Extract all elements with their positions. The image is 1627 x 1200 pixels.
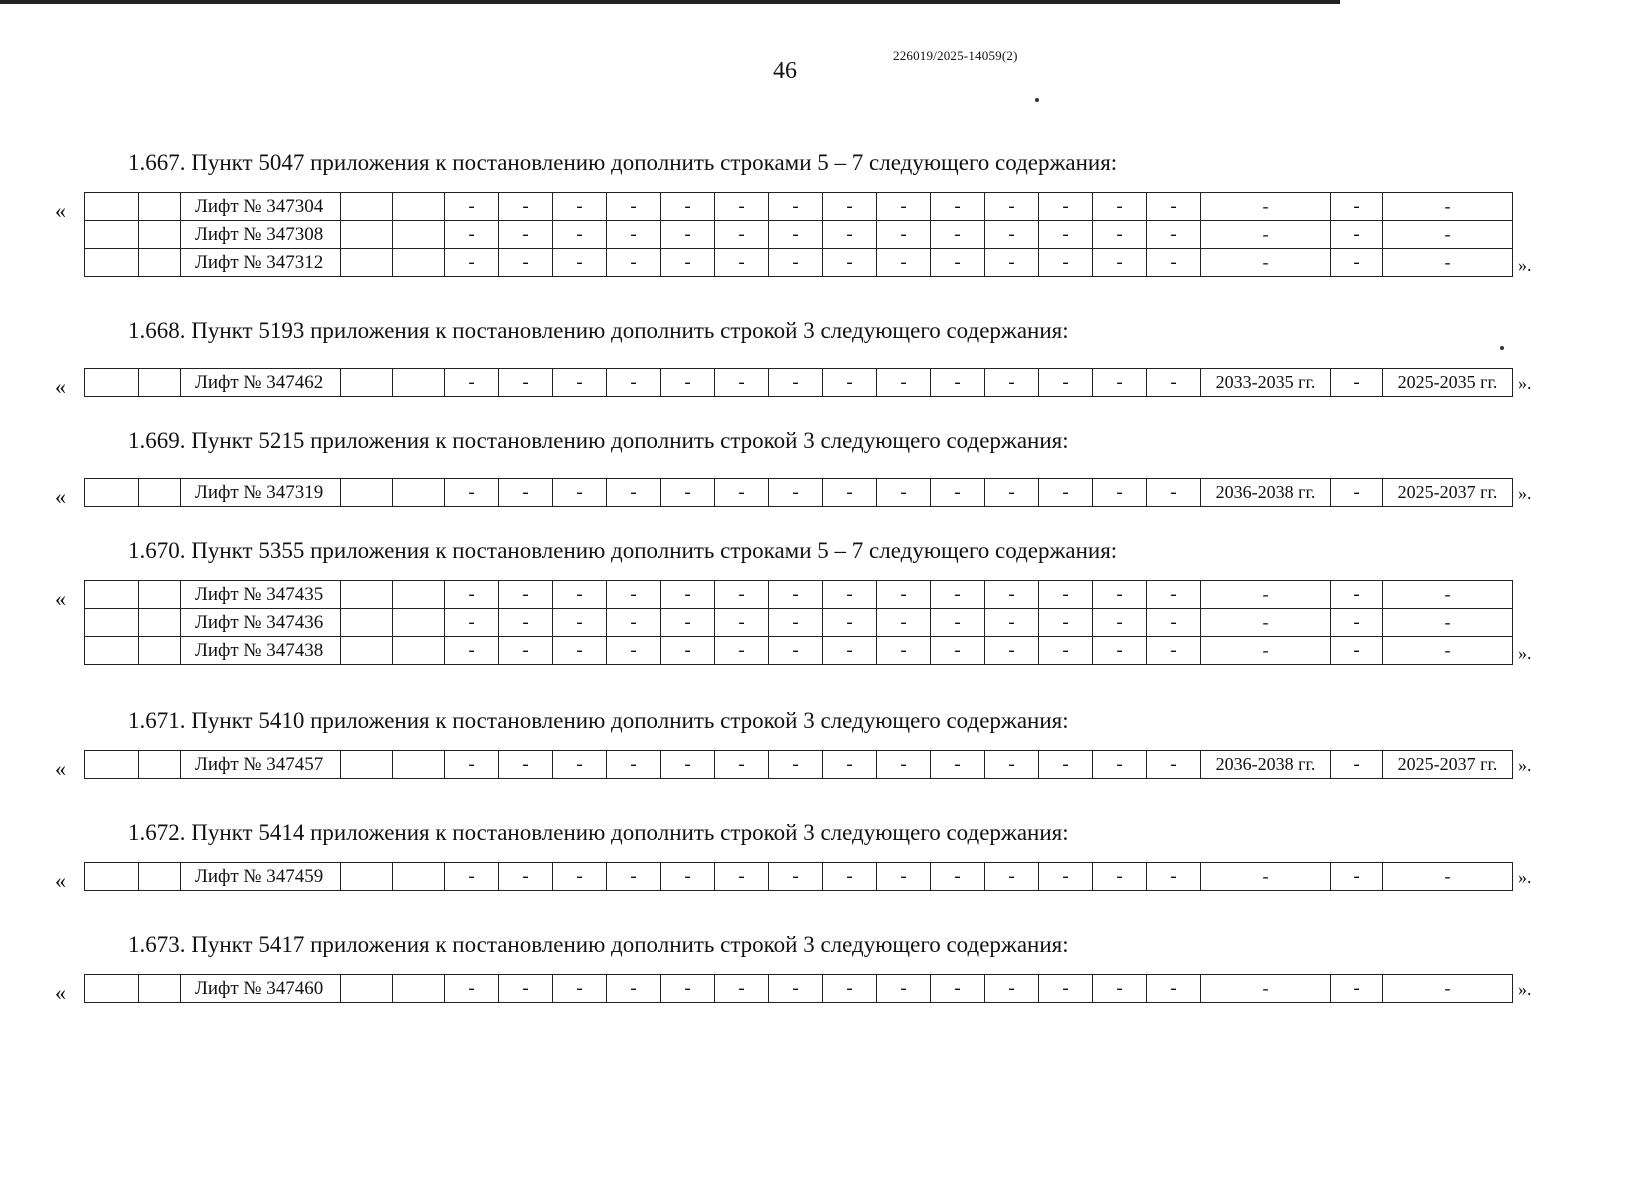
dash-cell: - — [1147, 975, 1201, 1003]
elevator-name-cell: Лифт № 347462 — [181, 369, 341, 397]
empty-cell — [393, 369, 445, 397]
amendment-table — [84, 750, 1513, 779]
dash-cell: - — [445, 751, 499, 779]
dash-cell: - — [1039, 249, 1093, 277]
amendment-heading: 1.672. Пункт 5414 приложения к постановлению дополнить строкой 3 следующего содержания: — [128, 820, 1069, 845]
empty-cell — [393, 249, 445, 277]
period-cell: - — [1383, 221, 1513, 249]
dash-cell: - — [553, 863, 607, 891]
dash-cell: - — [715, 609, 769, 637]
period-cell: - — [1201, 863, 1331, 891]
dash-cell: - — [823, 479, 877, 507]
dash-cell: - — [499, 249, 553, 277]
dash-cell: - — [1147, 581, 1201, 609]
dash-cell: - — [1039, 609, 1093, 637]
table-row — [85, 751, 1513, 779]
dash-cell: - — [1039, 479, 1093, 507]
dash-cell: - — [931, 863, 985, 891]
empty-cell — [393, 637, 445, 665]
dash-cell: - — [877, 221, 931, 249]
dash-cell: - — [661, 609, 715, 637]
dash-cell: - — [445, 609, 499, 637]
period-cell: 2025-2037 гг. — [1383, 751, 1513, 779]
dash-cell: - — [1331, 751, 1383, 779]
dash-cell: - — [985, 975, 1039, 1003]
empty-cell — [139, 221, 181, 249]
dash-cell: - — [499, 581, 553, 609]
table-row — [85, 609, 1513, 637]
dash-cell: - — [769, 975, 823, 1003]
dash-cell: - — [931, 609, 985, 637]
dash-cell: - — [1093, 609, 1147, 637]
empty-cell — [85, 221, 139, 249]
dash-cell: - — [445, 479, 499, 507]
dash-cell: - — [823, 249, 877, 277]
opening-quote: « — [55, 198, 66, 223]
period-cell: 2036-2038 гг. — [1201, 479, 1331, 507]
amendment-heading: 1.667. Пункт 5047 приложения к постановлению дополнить строками 5 – 7 следующего содержания: — [128, 150, 1118, 175]
dash-cell: - — [769, 637, 823, 665]
dash-cell: - — [1039, 863, 1093, 891]
page-number: 46 — [773, 58, 797, 84]
dash-cell: - — [607, 751, 661, 779]
dash-cell: - — [1093, 581, 1147, 609]
dash-cell: - — [877, 249, 931, 277]
dash-cell: - — [769, 581, 823, 609]
dash-cell: - — [499, 863, 553, 891]
empty-cell — [393, 863, 445, 891]
empty-cell — [393, 479, 445, 507]
dash-cell: - — [661, 479, 715, 507]
empty-cell — [341, 975, 393, 1003]
dash-cell: - — [607, 863, 661, 891]
dash-cell: - — [1093, 221, 1147, 249]
dash-cell: - — [769, 249, 823, 277]
dash-cell: - — [553, 369, 607, 397]
dash-cell: - — [769, 609, 823, 637]
dash-cell: - — [1039, 369, 1093, 397]
dash-cell: - — [1331, 369, 1383, 397]
dash-cell: - — [823, 863, 877, 891]
dash-cell: - — [877, 863, 931, 891]
dash-cell: - — [985, 581, 1039, 609]
dash-cell: - — [445, 221, 499, 249]
dash-cell: - — [607, 581, 661, 609]
dash-cell: - — [823, 609, 877, 637]
dash-cell: - — [553, 193, 607, 221]
table-row — [85, 975, 1513, 1003]
elevator-name-cell: Лифт № 347459 — [181, 863, 341, 891]
period-cell: - — [1383, 637, 1513, 665]
dash-cell: - — [661, 249, 715, 277]
empty-cell — [85, 193, 139, 221]
period-cell: - — [1201, 581, 1331, 609]
empty-cell — [393, 221, 445, 249]
dash-cell: - — [1331, 609, 1383, 637]
dash-cell: - — [769, 863, 823, 891]
empty-cell — [85, 479, 139, 507]
dash-cell: - — [1147, 863, 1201, 891]
dash-cell: - — [715, 249, 769, 277]
dash-cell: - — [715, 637, 769, 665]
dash-cell: - — [499, 479, 553, 507]
dash-cell: - — [931, 249, 985, 277]
empty-cell — [393, 975, 445, 1003]
dash-cell: - — [985, 751, 1039, 779]
dash-cell: - — [931, 221, 985, 249]
amendment-table — [84, 580, 1513, 665]
dash-cell: - — [661, 221, 715, 249]
dash-cell: - — [553, 581, 607, 609]
dash-cell: - — [1147, 751, 1201, 779]
dash-cell: - — [499, 751, 553, 779]
dash-cell: - — [985, 863, 1039, 891]
closing-quote: ». — [1518, 255, 1532, 275]
dash-cell: - — [985, 221, 1039, 249]
dash-cell: - — [553, 975, 607, 1003]
dash-cell: - — [1331, 221, 1383, 249]
document-id: 226019/2025-14059(2) — [893, 48, 1018, 63]
period-cell: - — [1201, 609, 1331, 637]
dash-cell: - — [715, 863, 769, 891]
dash-cell: - — [1093, 975, 1147, 1003]
dash-cell: - — [499, 609, 553, 637]
empty-cell — [139, 581, 181, 609]
dash-cell: - — [769, 479, 823, 507]
closing-quote: ». — [1518, 373, 1532, 393]
dash-cell: - — [499, 221, 553, 249]
dash-cell: - — [553, 637, 607, 665]
dash-cell: - — [1331, 863, 1383, 891]
dash-cell: - — [661, 369, 715, 397]
opening-quote: « — [55, 868, 66, 893]
dash-cell: - — [499, 193, 553, 221]
dash-cell: - — [877, 193, 931, 221]
empty-cell — [85, 609, 139, 637]
dash-cell: - — [1039, 193, 1093, 221]
dash-cell: - — [661, 581, 715, 609]
period-cell: - — [1383, 863, 1513, 891]
amendment-table — [84, 368, 1513, 397]
dash-cell: - — [877, 479, 931, 507]
elevator-name-cell: Лифт № 347308 — [181, 221, 341, 249]
dash-cell: - — [715, 751, 769, 779]
opening-quote: « — [55, 586, 66, 611]
table-row — [85, 637, 1513, 665]
dash-cell: - — [823, 221, 877, 249]
empty-cell — [341, 249, 393, 277]
dash-cell: - — [1039, 581, 1093, 609]
empty-cell — [341, 581, 393, 609]
empty-cell — [341, 751, 393, 779]
dash-cell: - — [823, 975, 877, 1003]
dash-cell: - — [1331, 581, 1383, 609]
opening-quote: « — [55, 980, 66, 1005]
table-row — [85, 581, 1513, 609]
table-row — [85, 249, 1513, 277]
period-cell: - — [1201, 249, 1331, 277]
dash-cell: - — [1147, 193, 1201, 221]
period-cell: - — [1201, 221, 1331, 249]
dash-cell: - — [607, 193, 661, 221]
scan-speck — [1500, 346, 1504, 350]
elevator-name-cell: Лифт № 347457 — [181, 751, 341, 779]
dash-cell: - — [931, 193, 985, 221]
empty-cell — [341, 863, 393, 891]
empty-cell — [341, 369, 393, 397]
empty-cell — [139, 751, 181, 779]
dash-cell: - — [823, 751, 877, 779]
period-cell: 2025-2035 гг. — [1383, 369, 1513, 397]
dash-cell: - — [499, 637, 553, 665]
table-row — [85, 369, 1513, 397]
empty-cell — [341, 609, 393, 637]
dash-cell: - — [769, 193, 823, 221]
dash-cell: - — [1331, 637, 1383, 665]
dash-cell: - — [607, 637, 661, 665]
amendment-heading: 1.673. Пункт 5417 приложения к постановлению дополнить строкой 3 следующего содержания: — [128, 932, 1069, 957]
empty-cell — [139, 609, 181, 637]
period-cell: - — [1201, 975, 1331, 1003]
dash-cell: - — [1093, 751, 1147, 779]
empty-cell — [85, 581, 139, 609]
dash-cell: - — [715, 193, 769, 221]
period-cell: - — [1383, 193, 1513, 221]
empty-cell — [139, 193, 181, 221]
empty-cell — [341, 479, 393, 507]
elevator-name-cell: Лифт № 347319 — [181, 479, 341, 507]
dash-cell: - — [607, 221, 661, 249]
amendment-heading: 1.671. Пункт 5410 приложения к постановлению дополнить строкой 3 следующего содержания: — [128, 708, 1069, 733]
dash-cell: - — [931, 751, 985, 779]
dash-cell: - — [661, 637, 715, 665]
dash-cell: - — [877, 581, 931, 609]
dash-cell: - — [661, 193, 715, 221]
closing-quote: ». — [1518, 483, 1532, 503]
dash-cell: - — [931, 369, 985, 397]
dash-cell: - — [553, 221, 607, 249]
dash-cell: - — [1147, 369, 1201, 397]
dash-cell: - — [715, 221, 769, 249]
period-cell: - — [1383, 581, 1513, 609]
elevator-name-cell: Лифт № 347435 — [181, 581, 341, 609]
dash-cell: - — [445, 637, 499, 665]
period-cell: - — [1201, 193, 1331, 221]
dash-cell: - — [1147, 479, 1201, 507]
dash-cell: - — [931, 637, 985, 665]
dash-cell: - — [715, 479, 769, 507]
dash-cell: - — [931, 479, 985, 507]
dash-cell: - — [607, 249, 661, 277]
empty-cell — [341, 637, 393, 665]
dash-cell: - — [1039, 221, 1093, 249]
empty-cell — [393, 609, 445, 637]
empty-cell — [139, 479, 181, 507]
dash-cell: - — [877, 751, 931, 779]
opening-quote: « — [55, 374, 66, 399]
dash-cell: - — [931, 581, 985, 609]
dash-cell: - — [823, 637, 877, 665]
empty-cell — [139, 249, 181, 277]
empty-cell — [393, 751, 445, 779]
amendment-table — [84, 192, 1513, 277]
dash-cell: - — [445, 975, 499, 1003]
period-cell: - — [1383, 249, 1513, 277]
amendment-table — [84, 478, 1513, 507]
dash-cell: - — [661, 863, 715, 891]
empty-cell — [341, 193, 393, 221]
elevator-name-cell: Лифт № 347460 — [181, 975, 341, 1003]
dash-cell: - — [769, 221, 823, 249]
empty-cell — [85, 369, 139, 397]
table-row — [85, 479, 1513, 507]
empty-cell — [393, 581, 445, 609]
dash-cell: - — [607, 609, 661, 637]
closing-quote: ». — [1518, 979, 1532, 999]
dash-cell: - — [445, 581, 499, 609]
dash-cell: - — [1093, 479, 1147, 507]
dash-cell: - — [1147, 609, 1201, 637]
period-cell: 2025-2037 гг. — [1383, 479, 1513, 507]
elevator-name-cell: Лифт № 347304 — [181, 193, 341, 221]
dash-cell: - — [553, 479, 607, 507]
scan-top-edge-line — [0, 0, 1340, 4]
dash-cell: - — [985, 637, 1039, 665]
amendment-table — [84, 974, 1513, 1003]
dash-cell: - — [985, 609, 1039, 637]
empty-cell — [85, 249, 139, 277]
dash-cell: - — [1147, 249, 1201, 277]
empty-cell — [85, 637, 139, 665]
dash-cell: - — [715, 369, 769, 397]
dash-cell: - — [1093, 193, 1147, 221]
closing-quote: ». — [1518, 755, 1532, 775]
dash-cell: - — [553, 249, 607, 277]
dash-cell: - — [985, 249, 1039, 277]
dash-cell: - — [769, 751, 823, 779]
dash-cell: - — [877, 609, 931, 637]
dash-cell: - — [1331, 975, 1383, 1003]
closing-quote: ». — [1518, 643, 1532, 663]
dash-cell: - — [499, 975, 553, 1003]
dash-cell: - — [1093, 249, 1147, 277]
empty-cell — [139, 637, 181, 665]
period-cell: - — [1383, 609, 1513, 637]
amendment-heading: 1.668. Пункт 5193 приложения к постановлению дополнить строкой 3 следующего содержания: — [128, 318, 1069, 343]
dash-cell: - — [1093, 637, 1147, 665]
dash-cell: - — [445, 863, 499, 891]
table-row — [85, 193, 1513, 221]
empty-cell — [85, 863, 139, 891]
dash-cell: - — [877, 975, 931, 1003]
empty-cell — [341, 221, 393, 249]
elevator-name-cell: Лифт № 347436 — [181, 609, 341, 637]
amendment-heading: 1.669. Пункт 5215 приложения к постановлению дополнить строкой 3 следующего содержания: — [128, 428, 1069, 453]
dash-cell: - — [1147, 221, 1201, 249]
empty-cell — [393, 193, 445, 221]
dash-cell: - — [607, 975, 661, 1003]
dash-cell: - — [823, 193, 877, 221]
dash-cell: - — [553, 609, 607, 637]
dash-cell: - — [445, 369, 499, 397]
dash-cell: - — [1039, 637, 1093, 665]
dash-cell: - — [985, 369, 1039, 397]
dash-cell: - — [661, 751, 715, 779]
dash-cell: - — [1331, 249, 1383, 277]
dash-cell: - — [715, 581, 769, 609]
dash-cell: - — [1331, 193, 1383, 221]
empty-cell — [139, 863, 181, 891]
dash-cell: - — [985, 193, 1039, 221]
dash-cell: - — [661, 975, 715, 1003]
dash-cell: - — [607, 479, 661, 507]
period-cell: 2036-2038 гг. — [1201, 751, 1331, 779]
elevator-name-cell: Лифт № 347312 — [181, 249, 341, 277]
table-row — [85, 221, 1513, 249]
empty-cell — [139, 369, 181, 397]
amendment-heading: 1.670. Пункт 5355 приложения к постановлению дополнить строками 5 – 7 следующего содержания: — [128, 538, 1118, 563]
dash-cell: - — [499, 369, 553, 397]
empty-cell — [139, 975, 181, 1003]
dash-cell: - — [769, 369, 823, 397]
closing-quote: ». — [1518, 867, 1532, 887]
dash-cell: - — [877, 637, 931, 665]
dash-cell: - — [1147, 637, 1201, 665]
dash-cell: - — [715, 975, 769, 1003]
empty-cell — [85, 975, 139, 1003]
period-cell: - — [1383, 975, 1513, 1003]
dash-cell: - — [823, 369, 877, 397]
opening-quote: « — [55, 756, 66, 781]
amendment-table — [84, 862, 1513, 891]
dash-cell: - — [877, 369, 931, 397]
period-cell: - — [1201, 637, 1331, 665]
dash-cell: - — [445, 193, 499, 221]
scan-speck — [1035, 98, 1039, 102]
dash-cell: - — [1331, 479, 1383, 507]
dash-cell: - — [553, 751, 607, 779]
dash-cell: - — [1093, 863, 1147, 891]
opening-quote: « — [55, 484, 66, 509]
dash-cell: - — [931, 975, 985, 1003]
dash-cell: - — [1039, 751, 1093, 779]
dash-cell: - — [985, 479, 1039, 507]
dash-cell: - — [607, 369, 661, 397]
empty-cell — [85, 751, 139, 779]
dash-cell: - — [823, 581, 877, 609]
dash-cell: - — [445, 249, 499, 277]
dash-cell: - — [1093, 369, 1147, 397]
elevator-name-cell: Лифт № 347438 — [181, 637, 341, 665]
dash-cell: - — [1039, 975, 1093, 1003]
table-row — [85, 863, 1513, 891]
period-cell: 2033-2035 гг. — [1201, 369, 1331, 397]
